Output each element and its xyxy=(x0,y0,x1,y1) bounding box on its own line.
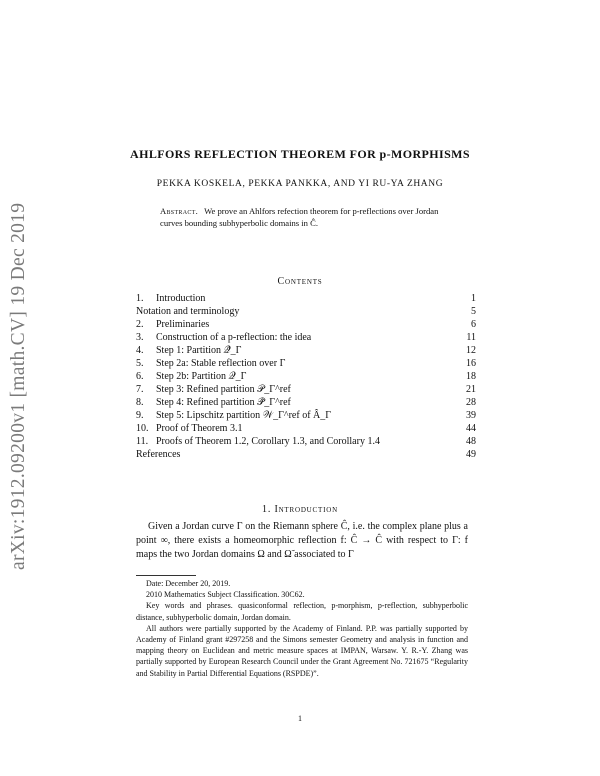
toc-item[interactable] xyxy=(136,292,476,305)
toc-page: 44 xyxy=(466,423,476,434)
table-of-contents xyxy=(136,292,476,461)
toc-title: Step 1: Partition 𝒬̂_Γ xyxy=(156,345,242,356)
toc-number: 11. xyxy=(136,436,149,447)
toc-title: Step 4: Refined partition 𝒫̂_Γ^ref xyxy=(156,397,291,408)
toc-title: Introduction xyxy=(156,293,206,304)
footnotes xyxy=(136,578,468,679)
toc-title: Notation and terminology xyxy=(136,306,240,317)
toc-page: 39 xyxy=(466,410,476,421)
toc-number: 9. xyxy=(136,410,144,421)
intro-text: Given a Jordan curve Γ on the Riemann sphere Ĉ, i.e. the complex plane plus a point ∞, there exists a homeomorphic reflection f: Ĉ → Ĉ with respect to Γ: f maps the two Jordan domains Ω and Ω̃ associated to Γ xyxy=(136,521,468,560)
toc-item[interactable] xyxy=(136,305,476,318)
toc-item[interactable] xyxy=(136,344,476,357)
toc-item[interactable] xyxy=(136,396,476,409)
abstract xyxy=(160,205,460,229)
toc-title: Step 5: Lipschitz partition 𝒲_Γ^ref of Â_Γ xyxy=(156,410,332,421)
toc-item[interactable] xyxy=(136,409,476,422)
footnote-msc: 2010 Mathematics Subject Classification. 30C62. xyxy=(146,590,305,600)
toc-number: 7. xyxy=(136,384,144,395)
toc-item[interactable] xyxy=(136,318,476,331)
abstract-text: We prove an Ahlfors refection theorem for p-reflections over Jordan curves bounding subhyperbolic domains in Ĉ. xyxy=(160,206,439,228)
footnote-support: All authors were partially supported by the Academy of Finland. P.P. was partially supported by Academy of Finland grant #297258 and the Simons semester Geometry and analysis in function and mapping theory on Euclidean and metric measure spaces at IMPAN, Warsaw. Y. R.-Y. Zhang was partially supported by European Research Council under the Grant Agreement No. 721675 “Regularity and Stability in Partial Differential Equations (RSPDE)”. xyxy=(136,623,468,678)
intro-paragraph xyxy=(136,520,468,562)
toc-item[interactable] xyxy=(136,435,476,448)
toc-page: 12 xyxy=(466,345,476,356)
arxiv-stamp: arXiv:1912.09200v1 [math.CV] 19 Dec 2019 xyxy=(8,202,29,570)
toc-page: 1 xyxy=(471,293,476,304)
toc-page: 6 xyxy=(471,319,476,330)
toc-item[interactable] xyxy=(136,370,476,383)
toc-title: Preliminaries xyxy=(156,319,210,330)
toc-number: 5. xyxy=(136,358,144,369)
toc-item[interactable] xyxy=(136,422,476,435)
toc-title: Proofs of Theorem 1.2, Corollary 1.3, and Corollary 1.4 xyxy=(156,436,380,447)
section-heading: 1. Introduction xyxy=(262,504,338,515)
toc-title: Step 3: Refined partition 𝒫_Γ^ref xyxy=(156,384,291,395)
contents-heading: Contents xyxy=(277,276,323,287)
page-number: 1 xyxy=(298,714,302,723)
toc-number: 6. xyxy=(136,371,144,382)
toc-title: Construction of a p-reflection: the idea xyxy=(156,332,312,343)
toc-page: 21 xyxy=(466,384,476,395)
toc-title: Step 2a: Stable reflection over Γ xyxy=(156,358,286,369)
toc-page: 16 xyxy=(466,358,476,369)
paper-title: AHLFORS REFLECTION THEOREM FOR p-MORPHISMS xyxy=(130,147,470,161)
toc-page: 48 xyxy=(466,436,476,447)
toc-item[interactable] xyxy=(136,331,476,344)
footnote-keywords: Key words and phrases. quasiconformal reflection, p-morphism, p-reflection, subhyperbolic distance, subhyperbolic domain, Jordan domain. xyxy=(136,601,468,622)
toc-item[interactable] xyxy=(136,448,476,461)
toc-page: 49 xyxy=(466,449,476,460)
toc-page: 18 xyxy=(466,371,476,382)
toc-page: 28 xyxy=(466,397,476,408)
toc-number: 3. xyxy=(136,332,144,343)
toc-page: 5 xyxy=(471,306,476,317)
author-list: PEKKA KOSKELA, PEKKA PANKKA, AND YI RU-YA ZHANG xyxy=(156,179,444,189)
footnote-rule xyxy=(136,575,196,576)
toc-number: 10. xyxy=(136,423,149,434)
toc-title: References xyxy=(136,449,181,460)
abstract-label: Abstract. xyxy=(160,206,199,216)
footnote-date: Date: December 20, 2019. xyxy=(146,579,231,588)
toc-number: 1. xyxy=(136,293,144,304)
toc-number: 4. xyxy=(136,345,144,356)
toc-item[interactable] xyxy=(136,383,476,396)
toc-number: 8. xyxy=(136,397,144,408)
toc-title: Proof of Theorem 3.1 xyxy=(156,423,243,434)
toc-title: Step 2b: Partition 𝒬_Γ xyxy=(156,371,247,382)
toc-page: 11 xyxy=(466,332,476,343)
toc-item[interactable] xyxy=(136,357,476,370)
toc-number: 2. xyxy=(136,319,144,330)
